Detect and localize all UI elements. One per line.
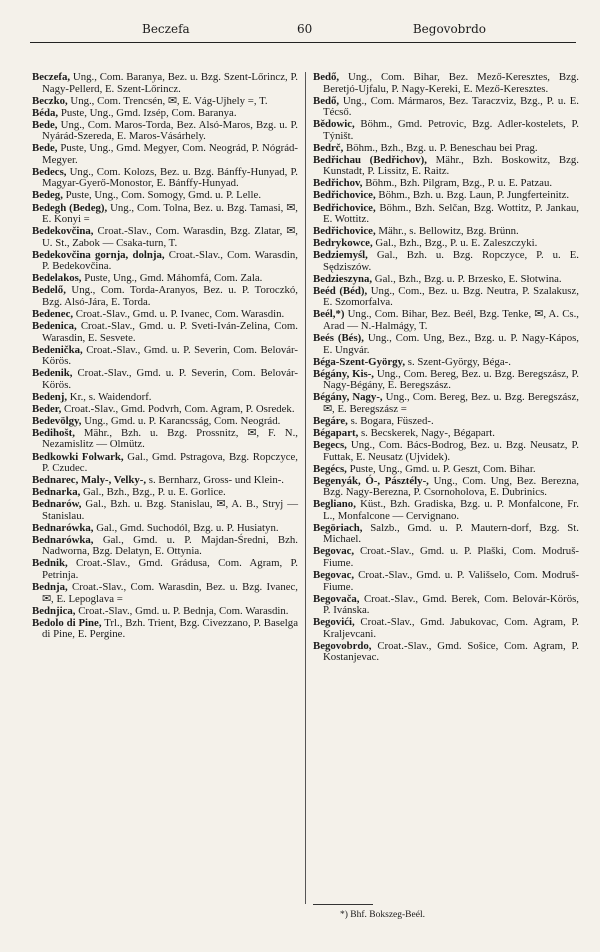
gazetteer-entry bbox=[32, 190, 298, 202]
entry-headword: Bedřichovice, bbox=[313, 201, 376, 214]
entry-headword: Begenyák, Ó-, Pásztély-, bbox=[313, 474, 429, 487]
gazetteer-entry bbox=[32, 273, 298, 285]
entry-text: Trl., Bzh. Trient, Bzg. Civezzano, P. Baselga di Pine, E. Pergine. bbox=[42, 616, 298, 641]
entry-text: Gal., Bzh. u. Bzg. Stanislau, ✉, A. B., Stryj — Stanislau. bbox=[42, 498, 298, 522]
footnote: *) Bhf. Bokszeg-Beél. bbox=[340, 910, 425, 920]
entry-text: Croat.-Slav., Com. Warasdin, Bez. u. Bzg. Ivanec, ✉, E. Lepoglava = bbox=[42, 581, 298, 605]
running-header bbox=[30, 22, 576, 38]
gazetteer-entry bbox=[32, 618, 298, 641]
entry-text: Ung., Com. Tolna, Bez. u. Bzg. Tamasi, ✉, E. Konyi = bbox=[42, 201, 298, 226]
gazetteer-entry bbox=[32, 321, 298, 344]
gazetteer-entry bbox=[32, 250, 298, 273]
entry-text: Puste, Ung., Com. Somogy, Gmd. u. P. Lelle. bbox=[65, 189, 262, 202]
entry-headword: Bednik, bbox=[32, 557, 68, 570]
gazetteer-entry bbox=[32, 392, 298, 404]
entry-text: Croat.-Slav., Gmd. Grádusa, Com. Agram, P. Petrinja. bbox=[42, 557, 298, 581]
gazetteer-entry bbox=[313, 333, 579, 356]
gazetteer-entry bbox=[32, 416, 298, 428]
entry-headword: Beéd (Béd), bbox=[313, 284, 368, 297]
entry-text: Böhm., Bzh. u. Bzg. Laun, P. Jungferteinitz. bbox=[378, 189, 570, 202]
entry-headword: Begovobrdo, bbox=[313, 639, 372, 652]
entry-headword: Bedihošt, bbox=[32, 426, 75, 439]
entry-headword: Bedő, bbox=[313, 94, 340, 107]
gazetteer-entry bbox=[32, 487, 298, 499]
entry-text: Ung., Gmd. u. P. Karancsság, Com. Neográd. bbox=[84, 414, 281, 427]
header-rule bbox=[30, 42, 576, 43]
entry-headword: Bednarów, bbox=[32, 498, 82, 511]
gazetteer-entry bbox=[32, 606, 298, 618]
gazetteer-entry bbox=[313, 464, 579, 476]
gazetteer-entry bbox=[313, 546, 579, 569]
entry-text: Croat.-Slav., Gmd. Berek, Com. Belovár-Körös, P. Ivánska. bbox=[323, 592, 579, 617]
gazetteer-entry bbox=[313, 523, 579, 546]
gazetteer-entry bbox=[32, 226, 298, 249]
entry-headword: Bégány, Kis-, bbox=[313, 367, 374, 380]
entry-text: Ung., Com. Bihar, Bez. Beél, Bzg. Tenke, ✉, A. Cs., Arad — N.-Halmágy, T. bbox=[323, 308, 579, 332]
gazetteer-entry bbox=[313, 143, 579, 155]
entry-headword: Beder, bbox=[32, 402, 62, 415]
gazetteer-entry bbox=[313, 119, 579, 142]
gazetteer-entry bbox=[32, 475, 298, 487]
gazetteer-entry bbox=[313, 72, 579, 95]
entry-headword: Beés (Bés), bbox=[313, 332, 364, 345]
entry-headword: Begöriach, bbox=[313, 521, 363, 534]
entry-text: Böhm., Bzh. Selčan, Bzg. Wottitz, P. Jankau, E. Wottitz. bbox=[323, 201, 580, 226]
entry-headword: Bednarówka, bbox=[32, 533, 94, 546]
entry-text: Croat.-Slav., Com. Warasdin, Bzg. Zlatar, ✉, U. St., Zabok — Csaka-turn, T. bbox=[42, 225, 298, 249]
entry-headword: Bedelő, bbox=[32, 284, 66, 297]
entry-headword: Bedrč, bbox=[313, 141, 344, 154]
entry-text: Croat.-Slav., Com. Warasdin, P. Bedekovčina. bbox=[42, 248, 299, 273]
entry-headword: Bedrykowce, bbox=[313, 237, 373, 250]
entry-headword: Bedřichau (Bedřichov), bbox=[313, 153, 427, 166]
gazetteer-entry bbox=[32, 368, 298, 391]
entry-headword: Bedecs, bbox=[32, 165, 67, 178]
gazetteer-entry bbox=[313, 641, 579, 664]
entry-headword: Bedřichov, bbox=[313, 177, 363, 190]
gazetteer-entry bbox=[32, 309, 298, 321]
gazetteer-entry bbox=[32, 96, 298, 108]
entry-text: Ung., Com. Ung, Bez. Berezna, Bzg. Nagy-Berezna, P. Csornoholova, E. Dubrinics. bbox=[323, 474, 579, 499]
gazetteer-entry bbox=[313, 238, 579, 250]
entry-headword: Begovac, bbox=[313, 545, 355, 558]
gazetteer-entry bbox=[32, 452, 298, 475]
gazetteer-entry bbox=[32, 499, 298, 522]
entry-headword: Bedeg, bbox=[32, 189, 63, 202]
entry-headword: Bedekovčina, bbox=[32, 225, 94, 238]
entry-headword: Begovača, bbox=[313, 592, 360, 605]
entry-headword: Bedřichovice, bbox=[313, 225, 376, 238]
entry-headword: Bedenj, bbox=[32, 390, 68, 403]
entry-headword: Bedziemyśl, bbox=[313, 249, 368, 262]
entry-text: Ung., Com. Bereg, Bez. u. Bzg. Beregszász, P. Nagy-Bégány, E. Beregszász. bbox=[323, 367, 580, 392]
gazetteer-entry bbox=[313, 178, 579, 190]
entry-headword: Begliano, bbox=[313, 498, 356, 511]
entry-text: Ung., Com. Kolozs, Bez. u. Bzg. Bánffy-Hunyad, P. Magyar-Gyerő-Monostor, E. Bánffy-Hunyad. bbox=[42, 165, 298, 190]
entry-headword: Begovac, bbox=[313, 568, 355, 581]
gazetteer-entry bbox=[313, 476, 579, 499]
entry-text: Ung., Com. Torda-Aranyos, Bez. u. P. Toroczkó, Bzg. Alsó-Jára, E. Torda. bbox=[42, 284, 298, 308]
entry-headword: Bedzieszyna, bbox=[313, 272, 373, 285]
right-column bbox=[313, 72, 579, 664]
entry-text: Puste, Ung., Gmd. Máhomfá, Com. Zala. bbox=[84, 272, 263, 285]
entry-text: Kr., s. Waidendorf. bbox=[69, 390, 152, 403]
gazetteer-entry bbox=[32, 582, 298, 605]
entry-text: s. Bogara, Füszed-. bbox=[350, 414, 434, 427]
entry-text: Croat.-Slav., Gmd. Podvrh, Com. Agram, P. Osredek. bbox=[64, 402, 295, 415]
entry-headword: Bedelakos, bbox=[32, 272, 82, 285]
gazetteer-entry bbox=[32, 523, 298, 535]
gazetteer-entry bbox=[32, 558, 298, 581]
entry-headword: Bedolo di Pine, bbox=[32, 616, 102, 629]
entry-text: Croat.-Slav., Gmd. u. P. Ivanec, Com. Warasdin. bbox=[75, 307, 285, 320]
entry-text: Mähr., s. Bellowitz, Bzg. Brünn. bbox=[378, 225, 519, 238]
entry-headword: Bednja, bbox=[32, 581, 68, 594]
entry-headword: Bednarówka, bbox=[32, 521, 94, 534]
entry-text: Ung., Com. Trencsén, ✉, E. Vág-Ujhely =, T. bbox=[70, 94, 268, 107]
entry-text: Küst., Bzh. Gradiska, Bzg. u. P. Monfalcone, Fr. L., Monfalcone — Cervignano. bbox=[323, 498, 579, 522]
entry-text: s. Becskerek, Nagy-, Bégapart. bbox=[360, 426, 495, 439]
gazetteer-entry bbox=[313, 274, 579, 286]
entry-headword: Begecs, bbox=[313, 438, 347, 451]
entry-text: s. Szent-György, Béga-. bbox=[407, 355, 511, 368]
entry-headword: Bedegh (Bedeg), bbox=[32, 201, 108, 214]
entry-text: Ung., Com., Bez. u. Bzg. Neutra, P. Szalakusz, E. Szomorfalva. bbox=[323, 284, 579, 309]
entry-text: Gal., Bzh. u. Bzg. Ropczyce, P. u. E. Sędziszów. bbox=[323, 249, 580, 273]
page-number: 60 bbox=[297, 22, 313, 36]
entry-text: Croat.-Slav., Gmd. u. P. Bednja, Com. Warasdin. bbox=[78, 604, 289, 617]
entry-text: Gal., Bzh., Bzg., P. u. E. Gorlice. bbox=[83, 486, 226, 499]
entry-headword: Bedenec, bbox=[32, 307, 74, 320]
gazetteer-entry bbox=[313, 190, 579, 202]
entry-text: Ung., Com. Mármaros, Bez. Taraczviz, Bzg., P. u. E. Técső. bbox=[323, 94, 579, 119]
gazetteer-entry bbox=[32, 167, 298, 190]
entry-headword: Beczefa, bbox=[32, 71, 71, 83]
gazetteer-entry bbox=[32, 72, 298, 95]
entry-headword: Béda, bbox=[32, 106, 59, 119]
entry-headword: Bedekovčina gornja, dolnja, bbox=[32, 248, 165, 261]
entry-text: Mähr., Bzh. u. Bzg. Prossnitz, ✉, F. N., Nezamislitz — Olmütz. bbox=[42, 426, 299, 451]
gazetteer-entry bbox=[32, 143, 298, 166]
gazetteer-entry bbox=[32, 345, 298, 368]
gazetteer-entry bbox=[313, 428, 579, 440]
header-right-term: Begovobrdo bbox=[412, 22, 486, 36]
entry-headword: Béga-Szent-György, bbox=[313, 355, 406, 368]
entry-headword: Bednjica, bbox=[32, 604, 76, 617]
gazetteer-entry bbox=[32, 108, 298, 120]
gazetteer-entry bbox=[313, 155, 579, 178]
entry-headword: Bede, bbox=[32, 142, 58, 155]
entry-headword: Bedřichovice, bbox=[313, 189, 376, 202]
gazetteer-entry bbox=[313, 440, 579, 463]
entry-text: Ung., Com. Maros-Torda, Bez. Alsó-Maros, Bzg. u. P. Nyárád-Szereda, E. Maros-Vásárhely. bbox=[42, 118, 299, 143]
entry-text: Ung., Com. Ung, Bez., Bzg. u. P. Nagy-Kápos, E. Ungvár. bbox=[323, 332, 579, 356]
entry-text: Croat.-Slav., Gmd. Jabukovac, Com. Agram, P. Kraljevcani. bbox=[323, 616, 579, 640]
left-column bbox=[32, 72, 298, 641]
gazetteer-entry bbox=[313, 250, 579, 273]
gazetteer-entry bbox=[313, 357, 579, 369]
footnote-rule bbox=[313, 904, 373, 905]
entry-text: Croat.-Slav., Gmd. Sošice, Com. Agram, P. Kostanjevac. bbox=[323, 639, 579, 664]
entry-text: Böhm., Bzh., Bzg. u. P. Beneschau bei Prag. bbox=[346, 141, 538, 154]
entry-text: Gal., Gmd. Suchodól, Bzg. u. P. Husiatyn. bbox=[96, 521, 279, 534]
gazetteer-entry bbox=[313, 203, 579, 226]
entry-headword: Bědowic, bbox=[313, 118, 355, 131]
gazetteer-entry bbox=[313, 416, 579, 428]
entry-text: Böhm., Gmd. Petrovic, Bzg. Adler-kostelets, P. Týništ. bbox=[323, 118, 579, 142]
entry-text: Ung., Com. Bács-Bodrog, Bez. u. Bzg. Neusatz, P. Futtak, E. Neusatz (Ujvidek). bbox=[323, 438, 579, 463]
entry-text: Puste, Ung., Gmd. Megyer, Com. Neográd, P. Nógrád-Megyer. bbox=[42, 142, 298, 166]
gazetteer-entry bbox=[313, 226, 579, 238]
gazetteer-entry bbox=[313, 617, 579, 640]
entry-text: Gal., Gmd. u. P. Majdan-Średni, Bzh. Nadworna, Bzg. Delatyn, E. Ottynia. bbox=[42, 533, 298, 558]
entry-headword: Bede, bbox=[32, 118, 58, 131]
entry-headword: Bedenica, bbox=[32, 319, 77, 332]
gazetteer-entry bbox=[32, 120, 298, 143]
entry-text: Gal., Bzh., Bzg. u. P. Brzesko, E. Słotwina. bbox=[374, 272, 562, 285]
gazetteer-entry bbox=[32, 203, 298, 226]
entry-text: Ung., Com. Bihar, Bez. Mező-Keresztes, Bzg. Beretjó-Ujfalu, P. Nagy-Kereki, E. Mező-Keresztes. bbox=[323, 71, 579, 95]
entry-headword: Bedevölgy, bbox=[32, 414, 82, 427]
entry-text: Mähr., Bzh. Boskowitz, Bzg. Kunstadt, P. Lissitz, E. Raitz. bbox=[323, 153, 580, 178]
gazetteer-entry bbox=[313, 499, 579, 522]
entry-text: Ung., Com. Baranya, Bez. u. Bzg. Szent-Lőrincz, P. Nagy-Pellerd, E. Szent-Lőrincz. bbox=[42, 71, 299, 95]
entry-text: Puste, Ung., Gmd. u. P. Geszt, Com. Bihar. bbox=[349, 462, 536, 475]
column-divider bbox=[305, 72, 306, 904]
gazetteer-entry bbox=[313, 594, 579, 617]
gazetteer-entry bbox=[313, 309, 579, 332]
header-left-term: Beczefa bbox=[142, 22, 190, 36]
entry-headword: Bedkowki Folwark, bbox=[32, 450, 124, 463]
entry-headword: Beél,*) bbox=[313, 308, 345, 321]
entry-headword: Bednarka, bbox=[32, 486, 81, 499]
entry-text: Croat.-Slav., Gmd. u. P. Plaški, Com. Modruš-Fiume. bbox=[323, 545, 580, 569]
entry-headword: Bednarec, Maly-, Velky-, bbox=[32, 474, 147, 487]
gazetteer-entry bbox=[313, 286, 579, 309]
entry-headword: Begáre, bbox=[313, 414, 348, 427]
entry-headword: Bedő, bbox=[313, 71, 340, 83]
entry-headword: Bedenik, bbox=[32, 367, 73, 380]
entry-text: Gal., Bzh., Bzg., P. u. E. Zaleszczyki. bbox=[375, 237, 538, 250]
entry-headword: Begovići, bbox=[313, 616, 355, 629]
gazetteer-entry bbox=[32, 404, 298, 416]
gazetteer-entry bbox=[32, 428, 298, 451]
gazetteer-entry bbox=[313, 392, 579, 415]
entry-text: Croat.-Slav., Gmd. u. P. Severin, Com. Belovár-Körös. bbox=[42, 343, 299, 368]
entry-text: Croat.-Slav., Gmd. u. P. Vališselo, Com. Modruš-Fiume. bbox=[323, 568, 579, 593]
entry-headword: Beczko, bbox=[32, 94, 68, 107]
gazetteer-entry bbox=[32, 285, 298, 308]
entry-headword: Bégány, Nagy-, bbox=[313, 391, 383, 404]
gazetteer-entry bbox=[32, 535, 298, 558]
gazetteer-entry bbox=[313, 570, 579, 593]
gazetteer-entry bbox=[313, 369, 579, 392]
entry-text: Croat.-Slav., Gmd. u. P. Severin, Com. Belovár-Körös. bbox=[42, 367, 299, 391]
entry-text: Croat.-Slav., Gmd. u. P. Sveti-Iván-Zelina, Com. Warasdin, E. Sesvete. bbox=[42, 319, 298, 344]
entry-headword: Bégapart, bbox=[313, 426, 359, 439]
entry-headword: Bedenička, bbox=[32, 343, 83, 356]
entry-text: s. Bernharz, Gross- und Klein-. bbox=[148, 474, 285, 487]
entry-headword: Begécs, bbox=[313, 462, 347, 475]
entry-text: Böhm., Bzh. Pilgram, Bzg., P. u. E. Patzau. bbox=[365, 177, 553, 190]
entry-text: Ung., Com. Bereg, Bez. u. Bzg. Beregszász, ✉, E. Beregszász = bbox=[323, 391, 579, 415]
entry-text: Salzb., Gmd. u. P. Mautern-dorf, Bzg. St. Michael. bbox=[323, 521, 579, 546]
entry-text: Gal., Gmd. Pstragova, Bzg. Ropczyce, P. Czudec. bbox=[42, 450, 299, 475]
gazetteer-entry bbox=[313, 96, 579, 119]
entry-text: Puste, Ung., Gmd. Izsép, Com. Baranya. bbox=[60, 106, 237, 119]
